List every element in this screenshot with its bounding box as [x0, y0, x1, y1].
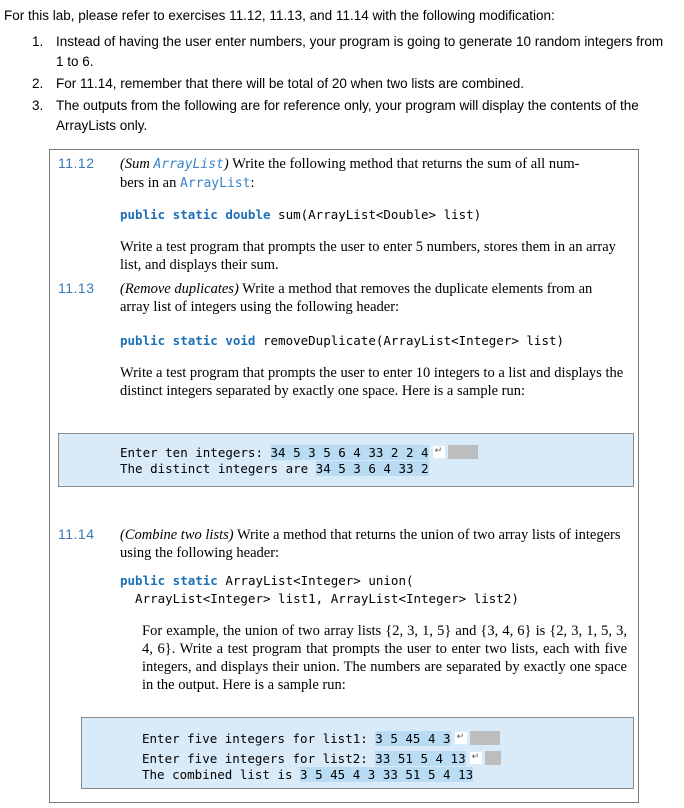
exercise-number-11-12: 11.12 — [58, 155, 95, 171]
run-output-line: The distinct integers are 34 5 3 6 4 33 2 — [120, 461, 429, 476]
cursor-block — [470, 731, 500, 745]
exercise-title: (Combine two lists) — [120, 527, 234, 543]
enter-key-icon — [470, 752, 482, 764]
cursor-block — [485, 751, 501, 765]
method-header-union: public static ArrayList<Integer> union( ArrayList<Integer> list1, ArrayList<Integer> list2) — [120, 573, 519, 606]
exercise-11-12-description: (Sum ArrayList) Write the following method that returns the sum of all num- bers in an ArrayList: — [120, 156, 580, 191]
program-output: 34 5 3 6 4 33 2 — [315, 461, 429, 476]
exercise-11-13-description: (Remove duplicates) Write a method that removes the duplicate elements from an array list of integers using the following header: — [120, 281, 593, 315]
list-item — [4, 32, 674, 72]
item-number: 1. — [32, 34, 44, 49]
textbook-excerpt — [49, 149, 639, 803]
exercise-11-13-test: Write a test program that prompts the user to enter 10 integers to a list and displays the distinct integers separated by exactly one space. Here is a sample run: — [120, 365, 624, 399]
sample-run-11-14 — [81, 717, 634, 789]
sample-run-11-13 — [58, 433, 634, 487]
exercise-title: (Sum — [120, 156, 154, 172]
method-header-remove-duplicate: public static void removeDuplicate(ArrayList<Integer> list) — [120, 333, 565, 348]
exercise-11-14-description: (Combine two lists) Write a method that returns the union of two array lists of integers using the following header: — [120, 527, 621, 561]
run-input-line: Enter ten integers: 34 5 3 5 6 4 33 2 2 4 ↵ — [120, 445, 478, 461]
user-input: 33 51 5 4 13 — [375, 751, 466, 766]
run-output-line: The combined list is 3 5 45 4 3 33 51 5 4 13 — [142, 767, 474, 782]
item-text: For 11.14, remember that there will be total of 20 when two lists are combined. — [56, 76, 524, 91]
cursor-block — [448, 445, 478, 459]
method-header-sum: public static double sum(ArrayList<Double> list) — [120, 207, 482, 222]
class-name: ArrayList — [153, 157, 224, 172]
list-item — [4, 96, 674, 136]
exercise-11-14-example: For example, the union of two array lists {2, 3, 1, 5} and {3, 4, 6} is {2, 3, 1, 5, 3, 4, 6}. Write a test program that prompts the user to enter two lists, each with five integers, and displays their union. The numbers are separated by exactly one space in the output. Here is a sample run: — [142, 623, 627, 693]
item-number: 3. — [32, 98, 44, 113]
exercise-title: (Remove duplicates) — [120, 281, 239, 297]
enter-key-icon — [433, 446, 445, 458]
list-item — [4, 74, 674, 94]
exercise-11-12-test: Write a test program that prompts the user to enter 5 numbers, stores them in an array list, and displays their sum. — [120, 239, 616, 273]
program-output: 3 5 45 4 3 33 51 5 4 13 — [300, 767, 474, 782]
item-number: 2. — [32, 76, 44, 91]
run-input-line: Enter five integers for list2: 33 51 5 4 13 ↵ — [142, 751, 501, 767]
exercise-number-11-14: 11.14 — [58, 526, 95, 542]
class-name: ArrayList — [180, 176, 251, 191]
enter-key-icon — [455, 732, 467, 744]
item-text: The outputs from the following are for reference only, your program will display the contents of the ArrayLists only. — [56, 98, 639, 133]
run-input-line: Enter five integers for list1: 3 5 45 4 3 ↵ — [142, 731, 500, 747]
lab-instructions — [4, 6, 674, 138]
user-input: 3 5 45 4 3 — [375, 731, 451, 746]
exercise-number-11-13: 11.13 — [58, 280, 95, 296]
instructions-heading: For this lab, please refer to exercises 11.12, 11.13, and 11.14 with the following modification: — [4, 8, 555, 23]
item-text: Instead of having the user enter numbers, your program is going to generate 10 random integers from 1 to 6. — [56, 34, 664, 69]
user-input: 34 5 3 5 6 4 33 2 2 4 — [270, 445, 429, 460]
modification-list — [4, 32, 674, 136]
